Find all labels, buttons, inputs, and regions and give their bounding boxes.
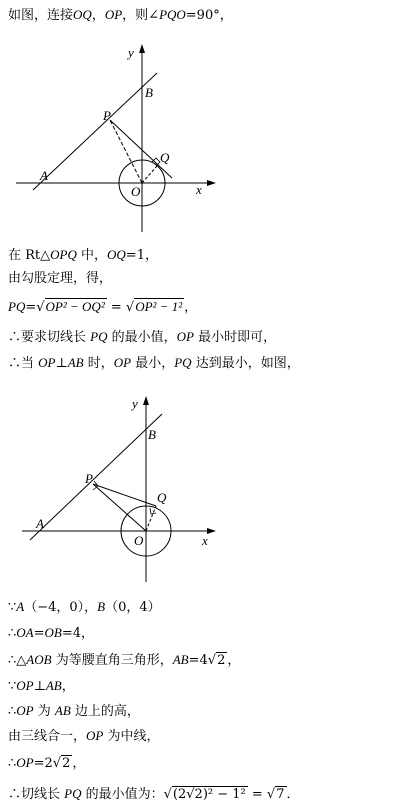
text: =90°，	[185, 8, 233, 23]
text: ，	[227, 653, 241, 668]
sqrt-icon: √	[125, 300, 135, 315]
text: =	[33, 626, 45, 641]
text-line-3	[8, 270, 112, 288]
text: 最小，	[131, 356, 175, 371]
text: ，	[91, 8, 105, 23]
label-y: y	[128, 45, 134, 60]
text-line-10	[8, 677, 75, 696]
x-axis-arrow-icon	[207, 180, 216, 186]
figure-1	[0, 35, 230, 235]
text: ，则∠	[122, 8, 160, 23]
text-line-13	[8, 754, 85, 773]
label-q: Q	[160, 150, 170, 165]
text: =4，	[61, 626, 95, 641]
text: 为中线，	[103, 729, 160, 744]
label-a: A	[40, 168, 48, 183]
right-angle-mark-q-icon	[150, 508, 156, 514]
radicand-1: (2√2)² − 1²	[172, 787, 246, 802]
text-line-9	[8, 651, 240, 670]
text: 中，	[76, 248, 108, 263]
text-line-4-formula	[8, 298, 197, 317]
text: 的最小值，	[107, 330, 177, 345]
text-line-1	[8, 6, 233, 25]
text: （−4，0），	[24, 600, 98, 615]
text: ∴要求切线长	[8, 330, 91, 345]
radicand: 2	[217, 653, 226, 668]
text-line-5	[8, 328, 276, 347]
label-q: Q	[157, 490, 167, 505]
text-line-2	[8, 246, 158, 265]
text: 如图，连接	[8, 8, 74, 23]
text: ，	[184, 300, 198, 315]
label-o: O	[131, 184, 141, 199]
var-a: A	[16, 599, 25, 614]
text: 最小时即可，	[193, 330, 277, 345]
var-ab: AB	[172, 652, 189, 667]
sqrt-icon: √	[36, 300, 45, 315]
var-op: OP	[38, 355, 56, 370]
text: 由勾股定理，得，	[8, 271, 113, 286]
var-ab: AB	[67, 355, 84, 370]
figure-2	[0, 390, 230, 590]
text: 由三线合一，	[8, 729, 87, 744]
sqrt-icon: √	[52, 756, 62, 771]
text: 在 Rt△	[8, 248, 51, 263]
var-ab: AB	[45, 678, 62, 693]
var-op: OP	[104, 7, 123, 22]
text: ∴△	[8, 653, 27, 668]
radicand-2: OP² − 1²	[135, 299, 183, 314]
radicand-2: 7	[276, 787, 285, 802]
label-y: y	[132, 396, 138, 411]
y-axis-arrow-icon	[143, 396, 149, 405]
text: =4	[188, 653, 208, 668]
var-pq: PQ	[90, 329, 108, 344]
var-op: OP	[176, 329, 194, 344]
segment-pq	[110, 120, 172, 178]
text: 的最小值为：	[81, 787, 164, 802]
var-b: B	[97, 599, 106, 614]
var-op: OP	[86, 728, 104, 743]
var-op: OP	[113, 355, 132, 370]
label-x: x	[202, 533, 208, 548]
var-op: OP	[16, 703, 34, 718]
text-line-8	[8, 624, 94, 643]
var-op: OP	[16, 755, 34, 770]
text: ．	[286, 787, 300, 802]
text: ∴当	[8, 356, 39, 371]
var-pq: PQ	[8, 299, 26, 314]
text: =	[25, 300, 37, 315]
label-b: B	[145, 85, 153, 100]
label-a: A	[36, 516, 44, 531]
text: ，	[72, 756, 86, 771]
var-pq: PQ	[174, 355, 192, 370]
text: （0，4）	[105, 600, 161, 615]
right-angle-mark-p-icon	[93, 481, 98, 490]
y-axis-arrow-icon	[139, 44, 145, 53]
text: 为等腰直角三角形，	[51, 653, 173, 668]
text: =	[106, 300, 126, 315]
text: ∴	[8, 626, 17, 641]
var-oa: OA	[16, 625, 34, 640]
text-line-14	[8, 785, 300, 804]
text-line-11	[8, 702, 140, 721]
text: ∴	[8, 704, 17, 719]
text: ，	[61, 679, 75, 694]
label-p: P	[103, 108, 111, 123]
text: ∵	[8, 600, 17, 615]
var-oq: OQ	[107, 247, 126, 262]
text-line-7	[8, 598, 161, 617]
var-ob: OB	[44, 625, 62, 640]
radicand: 2	[62, 756, 71, 771]
sqrt-icon: √	[207, 653, 217, 668]
text: ∵	[8, 679, 17, 694]
line-ab	[30, 414, 162, 540]
radicand-1: OP² − OQ²	[45, 299, 105, 314]
text: 达到最小，如图，	[191, 356, 300, 371]
label-p: P	[85, 471, 93, 486]
sqrt-icon: √	[163, 787, 172, 802]
label-x: x	[196, 182, 202, 197]
text: ∴切线长	[8, 787, 65, 802]
text: 时，	[83, 356, 114, 371]
var-pqo: PQO	[159, 7, 186, 22]
text: =1，	[125, 248, 158, 263]
var-pq: PQ	[64, 786, 82, 801]
text: =2	[33, 756, 53, 771]
var-ab: AB	[54, 703, 71, 718]
var-op: OP	[16, 678, 34, 693]
text: ⊥	[55, 356, 68, 371]
segment-oq	[146, 506, 156, 531]
segment-oq	[142, 166, 157, 183]
text: 为	[33, 704, 55, 719]
var-aob: AOB	[26, 652, 52, 667]
text-line-6	[8, 354, 300, 373]
label-b: B	[148, 427, 156, 442]
x-axis-arrow-icon	[207, 528, 216, 534]
segment-pq	[93, 484, 156, 506]
var-oq: OQ	[73, 7, 92, 22]
text: ∴	[8, 756, 17, 771]
line-ab	[33, 73, 157, 190]
segment-op	[110, 120, 142, 183]
text: ⊥	[33, 679, 46, 694]
text-line-12	[8, 727, 160, 746]
label-o: O	[134, 533, 144, 548]
sqrt-icon: √	[266, 787, 276, 802]
text: 边上的高，	[70, 704, 140, 719]
var-opq: OPQ	[50, 247, 77, 262]
text: =	[247, 787, 267, 802]
